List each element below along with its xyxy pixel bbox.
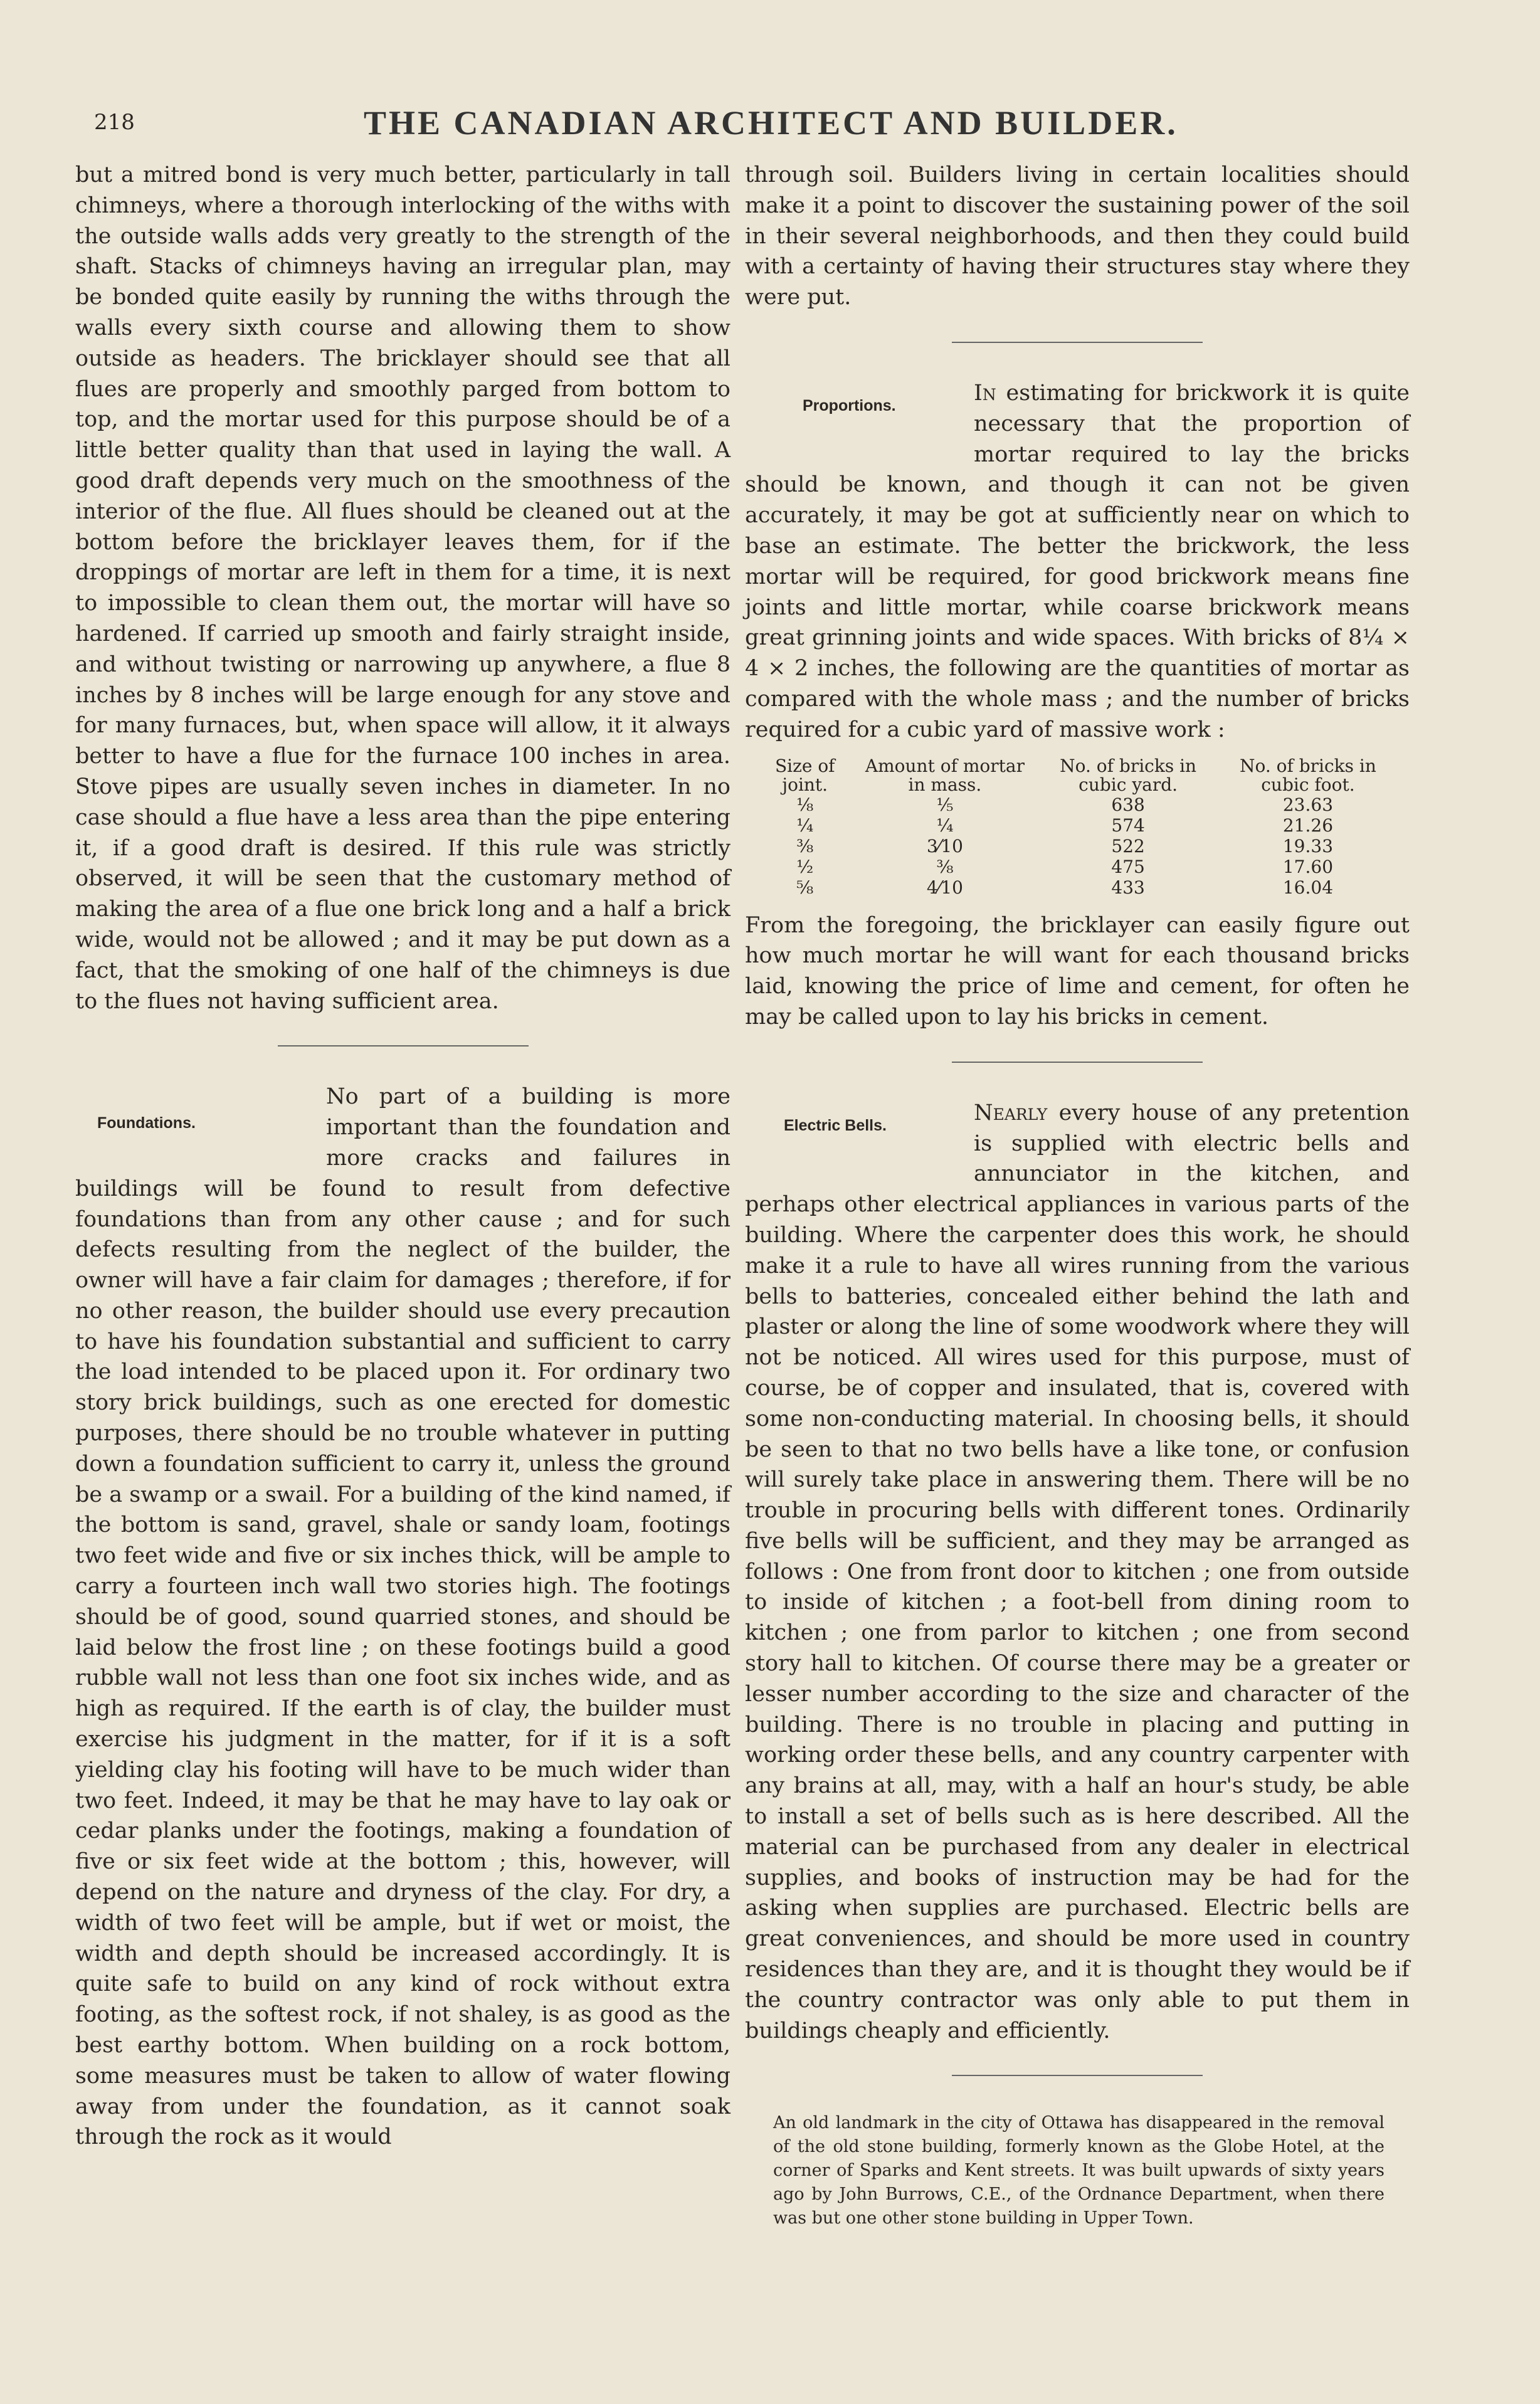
table-row — [757, 877, 1397, 898]
header-amount-of-mortar: Amount of mortar in mass. — [865, 755, 1025, 795]
header-bricks-cubic-yard: No. of bricks in cubic yard. — [1060, 755, 1197, 795]
electric-bells-heading: Electric Bells. — [784, 1116, 887, 1134]
table-cell: ⅜ — [796, 835, 814, 857]
news-note — [745, 2111, 1410, 2230]
table-cell: 4⁄10 — [926, 877, 963, 898]
header-size-of-joint: Size of joint. — [774, 755, 835, 795]
table-cell: 433 — [1111, 877, 1145, 898]
section-divider — [952, 342, 1203, 343]
table-cell: 21.26 — [1282, 815, 1334, 836]
soil-paragraph: through soil. Builders living in certain localities should make it a point to discover the sustaining power of the soil in their several neighborhoods, and then they could build with a certainty of having their structures stay where they were put. — [745, 162, 1410, 310]
table-row — [757, 815, 1397, 836]
right-column — [745, 160, 1410, 2230]
heading-indent — [745, 1098, 974, 1183]
mortar-table — [757, 757, 1397, 898]
table-cell: 638 — [1111, 794, 1145, 815]
table-header-row — [757, 757, 1397, 794]
electric-bells-text: every house of any pretention is supplied with electric bells and annunciator in the kitchen, and perhaps other electrical appliances in various parts of the building. Where the carpenter does this work, he should make it a rule to have all wires running from the various bells to batteries, concealed either behind the lath and plaster or along the line of some woodwork where they will not be noticed. All wires used for this purpose, must of course, be of copper and insulated, that is, covered with some non-conducting material. In choosing bells, it should be seen to that no two bells have a like tone, or confusion will surely take place in answering them. There will be no trouble in procuring bells with different tones. Ordinarily five bells will be sufficient, and they may be arranged as follows : One from front door to kitchen ; one from outside to inside of kitchen ; a foot-bell from dining room to kitchen ; one from parlor to kitchen ; one from second story hall to kitchen. Of course there may be a greater or lesser number according to the size and character of the building. There is no trouble in placing and putting in working order these bells, and any country carpenter with any brains at all, may, with a half an hour's study, be able to install a set of bells such as is here described. All the material can be purchased from any dealer in electrical supplies, and books of instruction may be had for the asking when supplies are purchased. Electric bells are great conveniences, and should be more used in country residences than they are, and it is thought they would be if the country contractor was only able to put them in buildings cheaply and efficiently. — [745, 1100, 1410, 2043]
table-cell: ⅜ — [936, 856, 954, 877]
page-number: 218 — [94, 110, 135, 135]
table-row — [757, 857, 1397, 877]
heading-indent — [745, 378, 974, 463]
proportions-heading: Proportions. — [803, 396, 896, 414]
section-divider — [278, 1045, 529, 1046]
left-column — [75, 160, 730, 2153]
proportions-paragraph — [745, 378, 1410, 746]
table-cell: 17.60 — [1282, 856, 1334, 877]
table-cell: 574 — [1111, 815, 1145, 836]
table-row — [757, 836, 1397, 857]
table-cell: 475 — [1111, 856, 1145, 877]
table-cell: ¼ — [936, 815, 954, 836]
table-cell: 3⁄10 — [926, 835, 963, 857]
foundations-heading: Foundations. — [97, 1114, 196, 1132]
proportions-section — [745, 378, 1410, 1033]
journal-title: THE CANADIAN ARCHITECT AND BUILDER. — [364, 104, 1178, 142]
table-cell: ⅛ — [796, 794, 814, 815]
foundations-paragraph — [75, 1082, 730, 2153]
electric-bells-paragraph — [745, 1098, 1410, 2047]
proportions-text: estimating for brickwork it is quite necessary that the proportion of mortar required to lay the bricks should be known, and though it can not be given accurately, it may be got at sufficiently near on which to base an estimate. The better the brickwork, the less mortar will be required, for good brickwork means fine joints and little mortar, while coarse brickwork means great grinning joints and wide spaces. With bricks of 8¼ × 4 × 2 inches, the following are the quantities of mortar as compared with the whole mass ; and the number of bricks required for a cubic yard of massive work : — [745, 380, 1410, 742]
header-bricks-cubic-foot: No. of bricks in cubic foot. — [1239, 755, 1376, 795]
table-cell: ¼ — [796, 815, 814, 836]
table-cell: ½ — [796, 856, 814, 877]
electric-bells-lead: Nearly — [974, 1100, 1048, 1126]
table-cell: 522 — [1111, 835, 1145, 857]
news-note-text: An old landmark in the city of Ottawa has disappeared in the removal of the old stone building, formerly known as the Globe Hotel, at the corner of Sparks and Kent streets. It was built upwards of sixty years ago by John Burrows, C.E., of the Ordnance Department, when there was but one other stone building in Upper Town. — [773, 2113, 1384, 2228]
table-cell: 19.33 — [1282, 835, 1334, 857]
foundations-section — [75, 1082, 730, 2153]
proportions-lead: In — [974, 380, 996, 406]
table-cell: 16.04 — [1282, 877, 1334, 898]
chimney-paragraph: but a mitred bond is very much better, particularly in tall chimneys, where a thorough interlocking of the withs with the outside walls adds very greatly to the strength of the shaft. Stacks of chimneys having an irregular plan, may be bonded quite easily by running the withs through the walls every sixth course and allowing them to show outside as headers. The bricklayer should see that all flues are properly and smoothly parged from bottom to top, and the mortar used for this purpose should be of a little better quality than that used in laying the wall. A good draft depends very much on the smoothness of the interior of the flue. All flues should be cleaned out at the bottom before the bricklayer leaves them, for if the droppings of mortar are left in them for a time, it is next to impossible to clean them out, the mortar will have so hardened. If carried up smooth and fairly straight inside, and without twisting or narrowing up anywhere, a flue 8 inches by 8 inches will be large enough for any stove and for many furnaces, but, when space will allow, it it always better to have a flue for the furnace 100 inches in area. Stove pipes are usually seven inches in diameter. In no case should a flue have a less area than the pipe entering it, if a good draft is desired. If this rule was strictly observed, it will be seen that the customary method of making the area of a flue one brick long and a half a brick wide, would not be allowed ; and it may be put down as a fact, that the smoking of one half of the chimneys is due to the flues not having sufficient area. — [75, 162, 730, 1014]
foundations-text: No part of a building is more important than the foundation and more cracks and failures in buildings will be found to result from defective foundations than from any other cause ; and for such defects resulting from the neglect of the builder, the owner will have a fair claim for damages ; therefore, if for no other reason, the builder should use every precaution to have his foundation substantial and sufficient to carry the load intended to be placed upon it. For ordinary two story brick buildings, such as one erected for domestic purposes, there should be no trouble whatever in putting down a foundation sufficient to carry it, unless the ground be a swamp or a swail. For a building of the kind named, if the bottom is sand, gravel, shale or sandy loam, footings two feet wide and five or six inches thick, will be ample to carry a fourteen inch wall two stories high. The footings should be of good, sound quarried stones, and should be laid below the frost line ; on these footings build a good rubble wall not less than one foot six inches wide, and as high as required. If the earth is of clay, the builder must exercise his judgment in the matter, for if it is a soft yielding clay his footing will have to be much wider than two feet. Indeed, it may be that he may have to lay oak or cedar planks under the footings, making a foundation of five or six feet wide at the bottom ; this, however, will depend on the nature and dryness of the clay. For dry, a width of two feet will be ample, but if wet or moist, the width and depth should be increased accordingly. It is quite safe to build on any kind of rock without extra footing, as the softest rock, if not shaley, is as good as the best earthy bottom. When building on a rock bottom, some measures must be taken to allow of water flowing away from under the foundation, as it cannot soak through the rock as it would — [75, 1084, 730, 2150]
table-row — [757, 794, 1397, 815]
foregoing-paragraph: From the foregoing, the bricklayer can easily figure out how much mortar he will want for each thousand bricks laid, knowing the price of lime and cement, for often he may be called upon to lay his bricks in cement. — [745, 912, 1410, 1030]
table-cell: ⅕ — [936, 794, 954, 815]
electric-bells-section — [745, 1098, 1410, 2047]
table-cell: 23.63 — [1282, 794, 1334, 815]
table-cell: ⅝ — [796, 877, 814, 898]
section-divider — [952, 1062, 1203, 1063]
section-divider — [952, 2075, 1203, 2076]
running-head — [88, 103, 1452, 160]
